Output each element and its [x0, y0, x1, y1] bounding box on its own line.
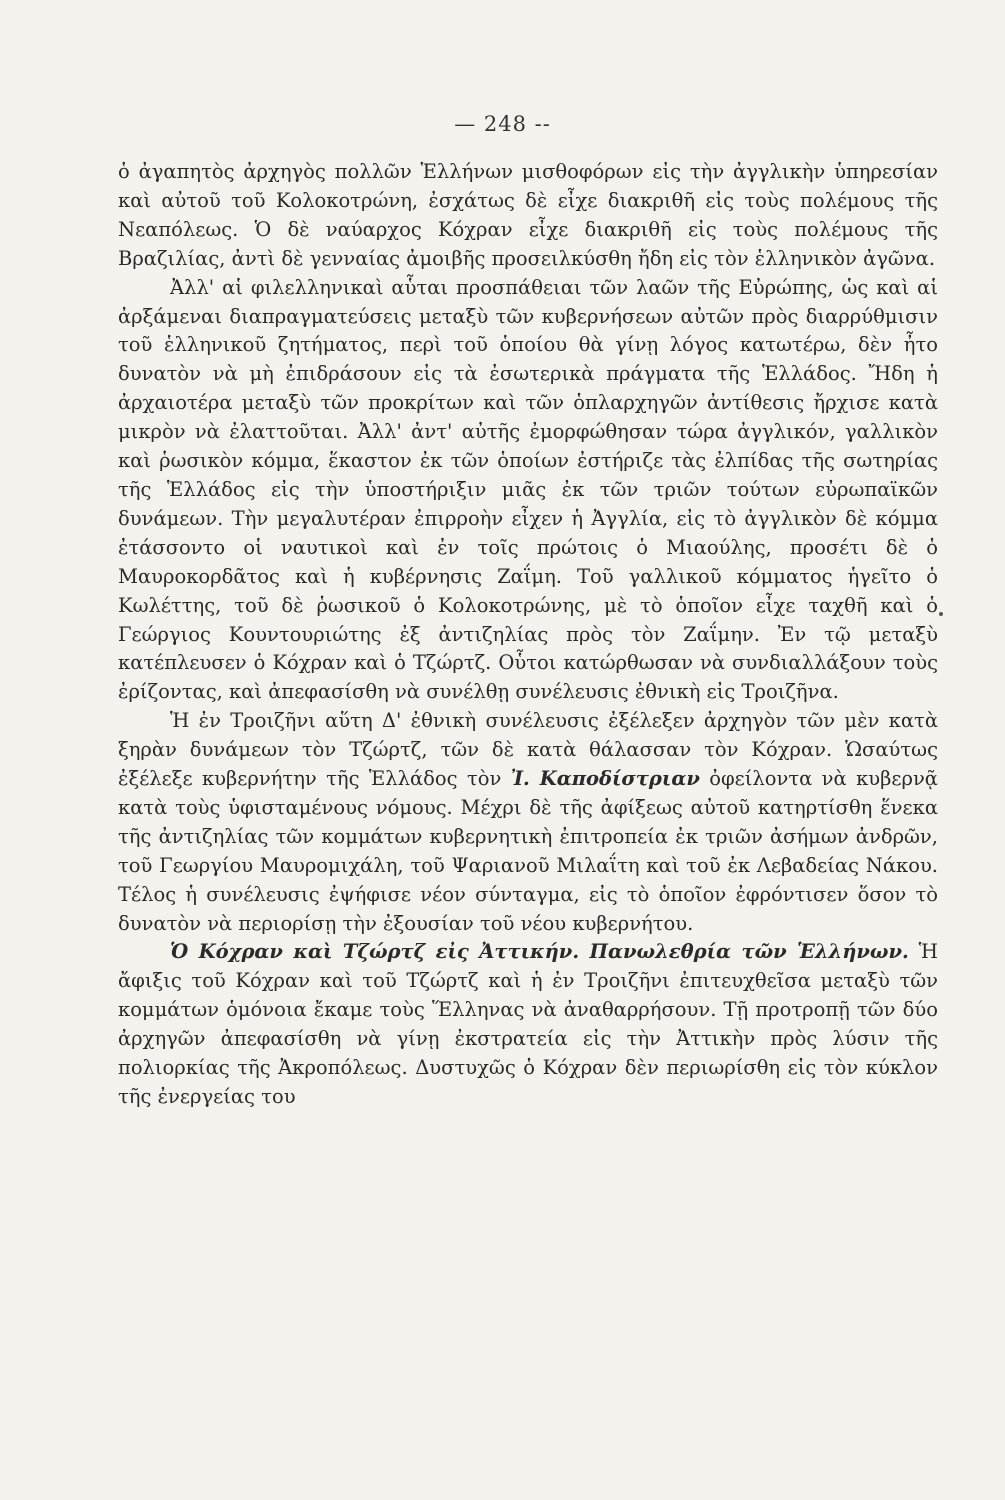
text-run: Ἡ ἄφιξις τοῦ Κόχραν καὶ τοῦ Τζώρτζ καὶ ἡ ἐν Τροιζῆνι ἐπιτευχθεῖσα μεταξὺ τῶν κομμάτων ὁμόνοια ἔκαμε τοὺς Ἕλληνας νὰ ἀναθαρρήσουν. Τῇ προτροπῇ τῶν δύο ἀρχηγῶν ἀπεφασίσθη νὰ γίνῃ ἐκστρατεία εἰς τὴν Ἀττικὴν πρὸς λύσιν τῆς πολιορκίας τῆς Ἀκροπόλεως. Δυστυχῶς ὁ Κόχραν δὲν περιωρίσθη εἰς τὸν κύκλον τῆς ἐνεργείας του [118, 940, 938, 1108]
paragraph [118, 274, 938, 708]
body-text [118, 158, 938, 1112]
emphasized-name: Ἰ. Καποδίστριαν [510, 767, 700, 791]
paragraph [118, 938, 938, 1111]
section-heading: Ὁ Κόχραν καὶ Τζώρτζ εἰς Ἀττικήν. Πανωλεθρία τῶν Ἑλλήνων. [170, 940, 909, 964]
margin-speck [939, 612, 943, 616]
text-run: Ἀλλ' αἱ φιλελληνικαὶ αὗται προσπάθειαι τῶν λαῶν τῆς Εὐρώπης, ὡς καὶ αἱ ἀρξάμεναι διαπραγματεύσεις μεταξὺ τῶν κυβερνήσεων αὐτῶν πρὸς διαρρύθμισιν τοῦ ἑλληνικοῦ ζητήματος, περὶ τοῦ ὁποίου θὰ γίνῃ λόγος κατωτέρω, δὲν ἦτο δυνατὸν νὰ μὴ ἐπιδράσουν εἰς τὰ ἐσωτερικὰ πράγματα τῆς Ἑλλάδος. Ἤδη ἡ ἀρχαιοτέρα μεταξὺ τῶν προκρίτων καὶ τῶν ὁπλαρχηγῶν ἀντίθεσις ἤρχισε κατὰ μικρὸν νὰ ἐλαττοῦται. Ἀλλ' ἀντ' αὐτῆς ἐμορφώθησαν τώρα ἀγγλικόν, γαλλικὸν καὶ ῥωσικὸν κόμμα, ἕκαστον ἐκ τῶν ὁποίων ἐστήριζε τὰς ἐλπίδας τῆς σωτηρίας τῆς Ἑλλάδος εἰς τὴν ὑποστήριξιν μιᾶς ἐκ τῶν τριῶν τούτων εὐρωπαϊκῶν δυνάμεων. Τὴν μεγαλυτέραν ἐπιρροὴν εἶχεν ἡ Ἀγγλία, εἰς τὸ ἀγγλικὸν δὲ κόμμα ἐτάσσοντο οἱ ναυτικοὶ καὶ ἐν τοῖς πρώτοις ὁ Μιαούλης, προσέτι δὲ ὁ Μαυροκορδᾶτος καὶ ἡ κυβέρνησις Ζαΐμη. Τοῦ γαλλικοῦ κόμματος ἡγεῖτο ὁ Κωλέττης, τοῦ δὲ ῥωσικοῦ ὁ Κολοκοτρώνης, μὲ τὸ ὁποῖον εἶχε ταχθῆ καὶ ὁ Γεώργιος Κουντουριώτης ἐξ ἀντιζηλίας πρὸς τὸν Ζαΐμην. Ἐν τῷ μεταξὺ κατέπλευσεν ὁ Κόχραν καὶ ὁ Τζώρτζ. Οὗτοι κατώρθωσαν νὰ συνδιαλλάξουν τοὺς ἐρίζοντας, καὶ ἀπεφασίσθη νὰ συνέλθῃ συνέλευσις ἐθνικὴ εἰς Τροιζῆνα. [118, 275, 938, 704]
paragraph [118, 158, 938, 274]
text-run: Ἡ ἐν Τροιζῆνι αὕτη Δ' ἐθνικὴ συνέλευσις ἐξέλεξεν ἀρχηγὸν τῶν μὲν κατὰ ξηρὰν δυνάμεων τὸν Τζώρτζ, τῶν δὲ κατὰ θάλασσαν τὸν Κόχραν. Ὡσαύτως ἐξέλεξε κυβερνήτην τῆς Ἑλλάδος τὸν [118, 709, 938, 791]
text-run: ὀφείλοντα νὰ κυβερνᾷ κατὰ τοὺς ὑφισταμένους νόμους. Μέχρι δὲ τῆς ἀφίξεως αὐτοῦ κατηρτίσθη ἕνεκα τῆς ἀντιζηλίας τῶν κομμάτων κυβερνητικὴ ἐπιτροπεία ἐκ τριῶν ἀσήμων ἀνδρῶν, τοῦ Γεωργίου Μαυρομιχάλη, τοῦ Ψαριανοῦ Μιλαΐτη καὶ τοῦ ἐκ Λεβαδείας Νάκου. Τέλος ἡ συνέλευσις ἐψήφισε νέον σύνταγμα, εἰς τὸ ὁποῖον ἐφρόντισεν ὅσον τὸ δυνατὸν νὰ περιορίσῃ τὴν ἐξουσίαν τοῦ νέου κυβερνήτου. [118, 767, 938, 935]
page-number: — 248 -- [454, 112, 551, 136]
paragraph [118, 707, 938, 938]
text-run: ὁ ἀγαπητὸς ἀρχηγὸς πολλῶν Ἑλλήνων μισθοφόρων εἰς τὴν ἀγγλικὴν ὑπηρεσίαν καὶ αὐτοῦ τοῦ Κολοκοτρώνη, ἐσχάτως δὲ εἶχε διακριθῆ εἰς τοὺς πολέμους τῆς Νεαπόλεως. Ὁ δὲ ναύαρχος Κόχραν εἶχε διακριθῆ εἰς τοὺς πολέμους τῆς Βραζιλίας, ἀντὶ δὲ γενναίας ἀμοιβῆς προσειλκύσθη ἤδη εἰς τὸν ἑλληνικὸν ἀγῶνα. [118, 160, 938, 270]
